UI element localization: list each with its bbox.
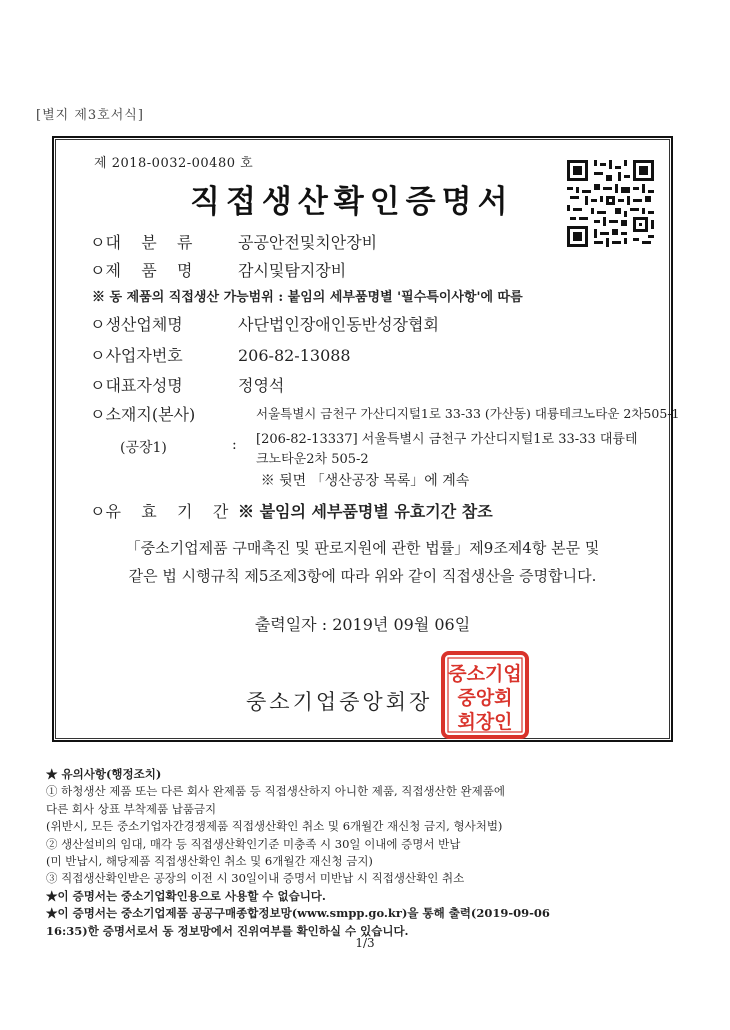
factory-address: [256, 430, 656, 470]
output-date: 출력일자 : 2019년 09월 06일: [254, 615, 471, 634]
field-label: ㅇ대 분 류: [90, 233, 193, 252]
form-label: [별지 제3호서식]: [36, 108, 144, 123]
field-value: 206-82-13088: [238, 346, 351, 365]
svg-text:중소기업: 중소기업: [448, 663, 522, 685]
certification-text-line: 「중소기업제품 구매촉진 및 판로지원에 관한 법률」제9조제4항 본문 및: [125, 539, 600, 557]
page-number: 1/3: [355, 936, 375, 950]
field-product-name: [90, 258, 346, 281]
certification-text-line: 같은 법 시행규칙 제5조제3항에 따라 위와 같이 직접생산을 증명합니다.: [128, 567, 597, 585]
note-line: (미 반납시, 해당제품 직접생산확인 취소 및 6개월간 재신청 금지): [46, 854, 373, 869]
field-label: ㅇ제 품 명: [90, 261, 193, 280]
field-value: 사단법인장애인동반성장협회: [238, 315, 439, 334]
field-location-label-row: [90, 402, 238, 425]
caution-notes: [46, 766, 706, 940]
note-line: (위반시, 모든 중소기업자간경쟁제품 직접생산확인 취소 및 6개월간 재신청 금지, 형사처벌): [46, 819, 503, 834]
field-category: [90, 230, 377, 253]
field-value: 감시및탐지장비: [238, 261, 347, 280]
svg-text:중앙회: 중앙회: [457, 687, 513, 709]
field-representative: [90, 373, 284, 396]
note-line: ③ 직접생산확인받은 공장의 이전 시 30일이내 증명서 미반납 시 직접생산확인 취소: [46, 871, 465, 886]
note-line: ② 생산설비의 임대, 매각 등 직접생산확인기준 미충족 시 30일 이내에 증명서 반납: [46, 836, 461, 851]
note-line: ★이 증명서는 중소기업제품 공공구매종합정보망(www.smpp.go.kr)을 통해 출력(2019-09-06: [46, 906, 550, 921]
scope-note: ※ 동 제품의 직접생산 가능범위 : 붙임의 세부품명별 '필수특이사항'에 따름: [92, 290, 523, 305]
note-line: ① 하청생산 제품 또는 다른 회사 완제품 등 직접생산하지 아니한 제품, 직접생산한 완제품에: [46, 784, 505, 799]
field-validity: [90, 499, 493, 522]
svg-text:회장인: 회장인: [457, 711, 513, 733]
qr-code-icon: [567, 160, 654, 247]
note-line: 다른 회사 상표 부착제품 납품금지: [46, 801, 217, 816]
field-value: 정영석: [238, 376, 285, 395]
field-value: ※ 붙임의 세부품명별 유효기간 참조: [238, 502, 493, 521]
field-label: ㅇ생산업체명: [90, 315, 183, 334]
factory-address-line: [206-82-13337] 서울특별시 금천구 가산디지털1로 33-33 대륭테: [256, 432, 638, 447]
factory-list-note: ※ 뒷면 「생산공장 목록」에 계속: [260, 473, 470, 489]
certificate-title: 직접생산확인증명서: [190, 184, 514, 220]
field-label: ㅇ소재지(본사): [90, 405, 196, 424]
factory-address-line: 크노타운2차 505-2: [256, 452, 369, 467]
field-value: 공공안전및치안장비: [238, 233, 378, 252]
headquarters-address: 서울특별시 금천구 가산디지털1로 33-33 (가산동) 대륭테크노타운 2차505-1: [256, 406, 680, 421]
official-seal-icon: [440, 650, 530, 740]
field-label: ㅇ사업자번호: [90, 346, 183, 365]
note-line: ★ 유의사항(행정조치): [46, 767, 162, 781]
field-company: [90, 312, 439, 335]
field-label: ㅇ유 효 기 간: [90, 502, 229, 521]
factory-label: (공장1): [120, 440, 167, 456]
note-line: 16:35)한 증명서로서 동 정보망에서 진위여부를 확인하실 수 있습니다.: [46, 923, 409, 938]
factory-colon: :: [232, 437, 237, 453]
issuer-name: 중소기업중앙회장: [246, 690, 433, 714]
field-label: ㅇ대표자성명: [90, 376, 183, 395]
document-number: 제 2018-0032-00480 호: [94, 156, 254, 171]
note-line: ★이 증명서는 중소기업확인용으로 사용할 수 없습니다.: [46, 888, 326, 903]
field-business-number: [90, 343, 351, 366]
